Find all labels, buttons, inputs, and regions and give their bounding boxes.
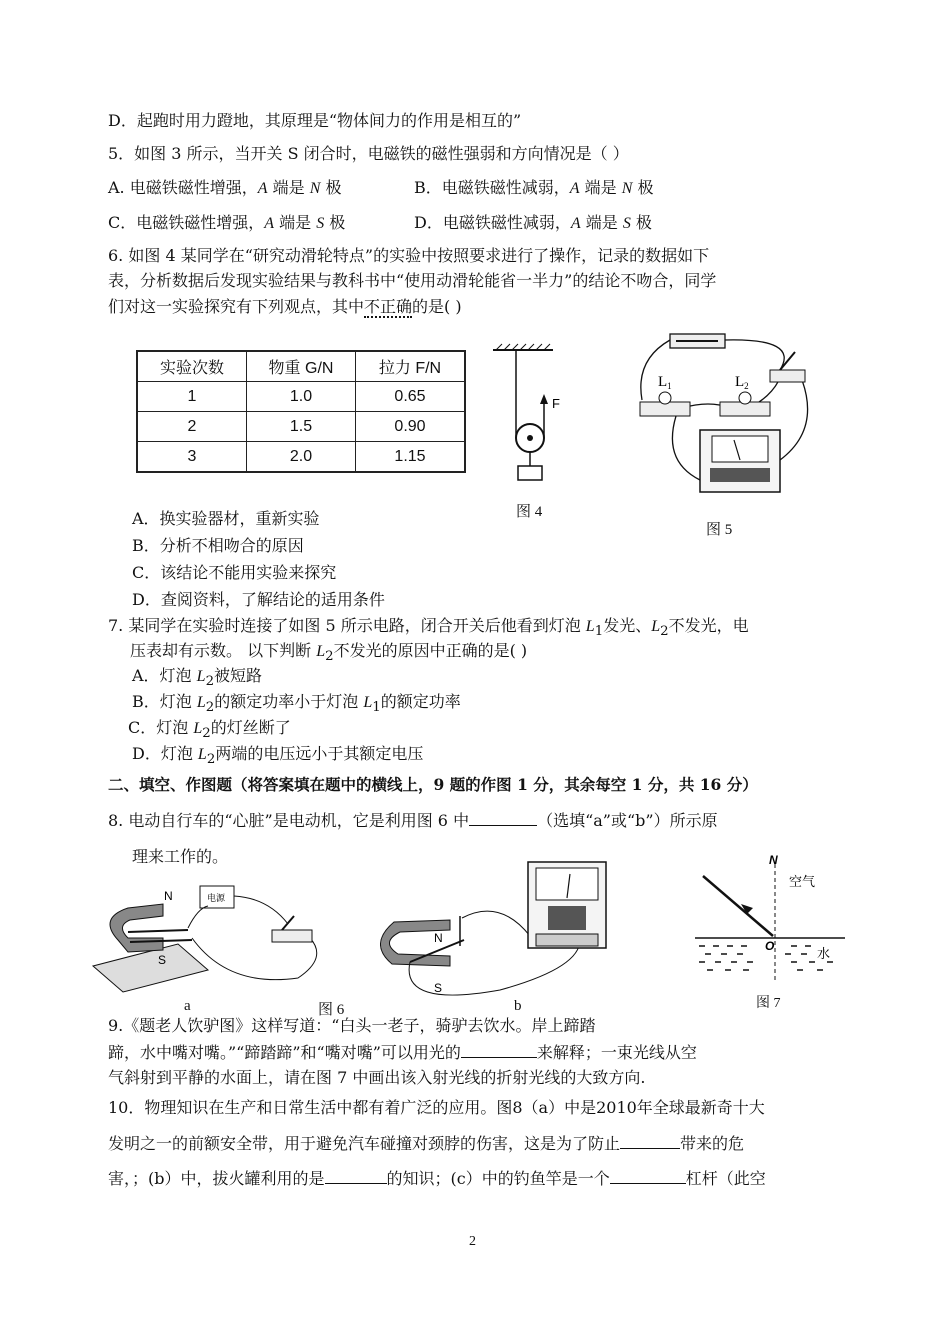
- answer-blank[interactable]: [610, 1167, 686, 1184]
- force-label: F: [552, 396, 560, 411]
- n-pole-label: N: [164, 889, 173, 903]
- table-cell: 0.90: [356, 412, 466, 442]
- q8-line2: 理来工作的。: [132, 847, 229, 866]
- wire: [234, 896, 288, 924]
- q6-option-d: D．查阅资料，了解结论的适用条件: [132, 590, 385, 609]
- wire: [725, 340, 784, 370]
- weight-block: [518, 466, 542, 480]
- figure4-pulley-diagram: [488, 342, 568, 492]
- bulb-l2-icon: [739, 392, 751, 404]
- emphasis-not-correct: 不正确: [364, 297, 413, 316]
- switch-lever: [282, 916, 294, 930]
- figure6a-motor-diagram: [88, 878, 328, 996]
- figure7-refraction-diagram: [695, 852, 845, 984]
- bulb-l1-icon: [659, 392, 671, 404]
- q10-line2: 发明之一的前额安全带，用于避免汽车碰撞对颈脖的伤害，这是为了防止 带来的危: [108, 1134, 745, 1153]
- q7-option-a: A．灯泡 $L_2$被短路: [132, 666, 263, 690]
- q7-option-d: D．灯泡 $L_2$两端的电压远小于其额定电压: [132, 744, 424, 768]
- force-arrow-icon: [540, 394, 548, 404]
- table-cell: 1.15: [356, 442, 466, 473]
- section2-heading: 二、填空、作图题（将答案填在题中的横线上，9 题的作图 1 分，其余每空 1 分，共 16 分）: [108, 775, 758, 794]
- answer-blank[interactable]: [620, 1132, 680, 1149]
- q7-option-b: B．灯泡 $L_2$的额定功率小于灯泡 $L_1$的额定功率: [132, 692, 461, 716]
- q5-option-b: B．电磁铁磁性减弱，A 端是 N 极: [414, 178, 654, 197]
- incident-ray: [703, 876, 773, 936]
- rail: [128, 930, 188, 932]
- q5-stem: 5．如图 3 所示，当开关 S 闭合时，电磁铁的磁性强弱和方向情况是（ ）: [108, 144, 629, 163]
- figure5-caption: 图 5: [706, 522, 733, 538]
- page-number: 2: [469, 1234, 476, 1249]
- table-cell: 1: [137, 382, 247, 412]
- q7-line2: 压表却有示数。 以下判断 $L_2$不发光的原因中正确的是( ): [130, 641, 528, 665]
- switch-lever: [780, 352, 795, 370]
- answer-blank[interactable]: [469, 809, 537, 826]
- table-header: 实验次数: [137, 351, 247, 382]
- origin-label: O: [765, 939, 775, 953]
- switch: [272, 930, 312, 942]
- water-label: 水: [817, 947, 831, 962]
- table-row: [137, 412, 465, 442]
- switch: [770, 370, 805, 382]
- galvanometer-coil: [548, 906, 586, 930]
- q7-option-c: C．灯泡 $L_2$的灯丝断了: [128, 718, 291, 742]
- s-pole-label: S: [158, 953, 167, 967]
- q6-option-a: A．换实验器材，重新实验: [132, 509, 320, 528]
- q10-line3: 害，；(b）中，拔火罐利用的是 的知识；(c）中的钓鱼竿是一个 杠杆（此空: [108, 1169, 766, 1188]
- figure4-caption: 图 4: [516, 504, 543, 520]
- wire: [462, 911, 530, 936]
- answer-blank[interactable]: [325, 1167, 387, 1184]
- table-cell: 1.5: [247, 412, 356, 442]
- q6-line3: 们对这一实验探究有下列观点，其中不正确的是( ): [108, 297, 462, 316]
- figure7-caption: 图 7: [756, 996, 781, 1011]
- galvanometer-base: [536, 934, 598, 946]
- q5-option-c: C．电磁铁磁性增强，A 端是 S 极: [108, 213, 346, 232]
- figure6b-generator-diagram: [380, 858, 610, 996]
- q8-line1: 8. 电动自行车的“心脏”是电动机，它是利用图 6 中 （选填“a”或“b”）所示原: [108, 811, 718, 830]
- answer-blank[interactable]: [461, 1041, 537, 1058]
- q4-option-d: D．起跑时用力蹬地，其原理是“物体间力的作用是相互的”: [108, 111, 522, 130]
- q6-option-c: C．该结论不能用实验来探究: [132, 563, 337, 582]
- q5-option-d: D．电磁铁磁性减弱，A 端是 S 极: [414, 213, 652, 232]
- q6-option-b: B．分析不相吻合的原因: [132, 536, 304, 555]
- figure6-caption: 图 6: [318, 1002, 345, 1018]
- power-label: 电源: [207, 894, 226, 904]
- q5-option-a: A. 电磁铁磁性增强，A 端是 N 极: [108, 178, 342, 197]
- n-pole-label: N: [434, 931, 443, 945]
- table-cell: 0.65: [356, 382, 466, 412]
- table-cell: 3: [137, 442, 247, 473]
- q9-line1: 9.《题老人饮驴图》这样写道：“白头一老子，骑驴去饮水。岸上蹄踏: [108, 1016, 596, 1035]
- l2-label: $L_2$: [735, 374, 749, 391]
- table-header-row: [137, 351, 465, 382]
- q6-line1: 6. 如图 4 某同学在“研究动滑轮特点”的实验中按照要求进行了操作，记录的数据如下: [108, 246, 710, 265]
- air-label: 空气: [789, 875, 816, 890]
- figure6b-label: b: [514, 998, 522, 1014]
- wire: [641, 340, 670, 400]
- q9-line3: 气斜射到平静的水面上，请在图 7 中画出该入射光线的折射光线的大致方向.: [108, 1068, 646, 1087]
- q10-line1: 10．物理知识在生产和日常生活中都有着广泛的应用。图8（a）中是2010年全球最新奇十大: [108, 1098, 765, 1117]
- l1-label: $L_1$: [658, 374, 672, 391]
- table-cell: 1.0: [247, 382, 356, 412]
- wire: [780, 380, 808, 460]
- voltmeter-panel: [710, 468, 770, 482]
- s-pole-label: S: [434, 981, 443, 995]
- horseshoe-magnet: [110, 904, 163, 952]
- pulley-axle: [527, 435, 533, 441]
- table-cell: 2.0: [247, 442, 356, 473]
- normal-label: N: [769, 853, 778, 867]
- wire: [188, 906, 208, 928]
- q6-line2: 表，分析数据后发现实验结果与教科书中“使用动滑轮能省一半力”的结论不吻合，同学: [108, 271, 717, 290]
- table-header: 物重 G/N: [247, 351, 356, 382]
- figure5-circuit-diagram: [630, 330, 820, 498]
- wire: [672, 410, 700, 480]
- figure6a-label: a: [184, 998, 191, 1014]
- table-row: [137, 442, 465, 473]
- table-cell: 2: [137, 412, 247, 442]
- table-header: 拉力 F/N: [356, 351, 466, 382]
- q7-line1: 7. 某同学在实验时连接了如图 5 所示电路，闭合开关后他看到灯泡 $L_1$发光、$L_2$不发光，电: [108, 616, 749, 640]
- pulley-data-table: [136, 350, 466, 473]
- q9-line2: 蹄，水中嘴对嘴。”“蹄踏蹄”和“嘴对嘴”可以用光的 来解释；一束光线从空: [108, 1043, 697, 1062]
- wire: [192, 938, 317, 980]
- table-row: [137, 382, 465, 412]
